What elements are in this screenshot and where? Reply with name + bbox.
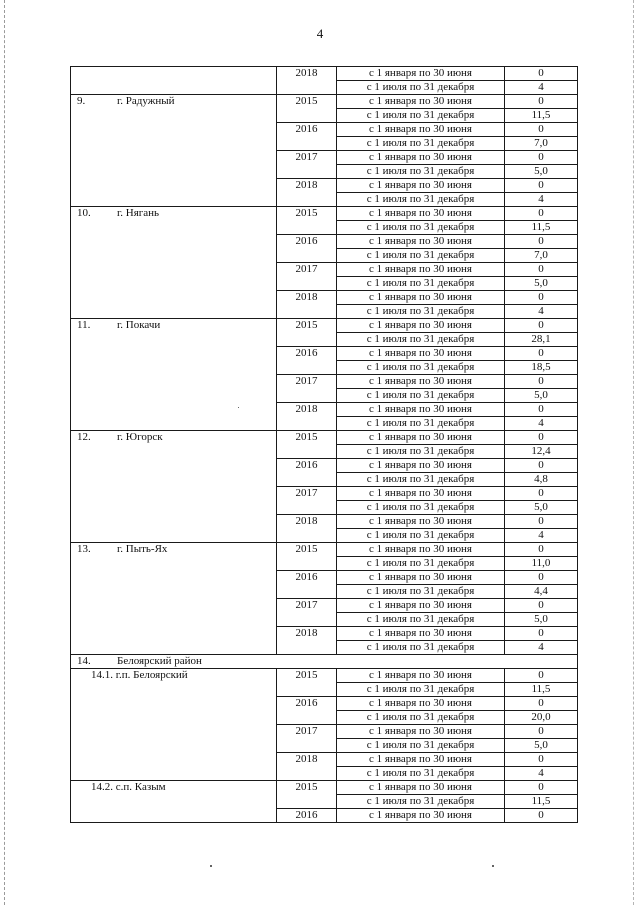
scan-speck — [492, 865, 494, 867]
year-cell: 2017 — [277, 487, 337, 515]
period-cell: с 1 июля по 31 декабря — [337, 557, 505, 571]
value-cell: 0 — [505, 669, 578, 683]
year-cell: 2018 — [277, 67, 337, 95]
value-cell: 7,0 — [505, 137, 578, 151]
period-cell: с 1 июля по 31 декабря — [337, 473, 505, 487]
period-cell: с 1 июля по 31 декабря — [337, 333, 505, 347]
row-number: 14. — [77, 655, 91, 667]
municipality-name: г. Нягань — [117, 207, 160, 219]
year-cell: 2018 — [277, 753, 337, 781]
value-cell: 11,5 — [505, 221, 578, 235]
value-cell: 0 — [505, 487, 578, 501]
year-cell: 2016 — [277, 235, 337, 263]
value-cell: 5,0 — [505, 165, 578, 179]
period-cell: с 1 июля по 31 декабря — [337, 221, 505, 235]
period-cell: с 1 июля по 31 декабря — [337, 361, 505, 375]
period-cell: с 1 июля по 31 декабря — [337, 137, 505, 151]
period-cell: с 1 января по 30 июня — [337, 487, 505, 501]
period-cell: с 1 июля по 31 декабря — [337, 501, 505, 515]
value-cell: 5,0 — [505, 389, 578, 403]
value-cell: 0 — [505, 207, 578, 221]
period-cell: с 1 июля по 31 декабря — [337, 711, 505, 725]
scan-edge-left — [4, 0, 5, 905]
year-cell: 2017 — [277, 725, 337, 753]
value-cell: 0 — [505, 347, 578, 361]
period-cell: с 1 июля по 31 декабря — [337, 417, 505, 431]
period-cell: с 1 июля по 31 декабря — [337, 193, 505, 207]
period-cell: с 1 января по 30 июня — [337, 207, 505, 221]
value-cell: 18,5 — [505, 361, 578, 375]
year-cell: 2015 — [277, 207, 337, 235]
row-number: 10. — [77, 207, 91, 219]
value-cell: 4 — [505, 417, 578, 431]
table-row — [71, 67, 578, 81]
value-cell: 5,0 — [505, 739, 578, 753]
value-cell: 0 — [505, 263, 578, 277]
scan-speck — [210, 865, 212, 867]
value-cell: 5,0 — [505, 613, 578, 627]
municipality-name: г. Югорск — [117, 431, 163, 443]
value-cell: 4 — [505, 529, 578, 543]
period-cell: с 1 июля по 31 декабря — [337, 305, 505, 319]
tariff-table-body — [71, 67, 578, 823]
period-cell: с 1 июля по 31 декабря — [337, 585, 505, 599]
period-cell: с 1 января по 30 июня — [337, 151, 505, 165]
year-cell: 2015 — [277, 543, 337, 571]
value-cell: 28,1 — [505, 333, 578, 347]
row-number: 12. — [77, 431, 91, 443]
period-cell: с 1 января по 30 июня — [337, 697, 505, 711]
period-cell: с 1 января по 30 июня — [337, 543, 505, 557]
value-cell: 0 — [505, 459, 578, 473]
table-row — [71, 669, 578, 683]
period-cell: с 1 июля по 31 декабря — [337, 249, 505, 263]
period-cell: с 1 января по 30 июня — [337, 347, 505, 361]
municipality-cell — [71, 67, 277, 95]
year-cell: 2017 — [277, 375, 337, 403]
value-cell: 0 — [505, 403, 578, 417]
value-cell: 4 — [505, 193, 578, 207]
period-cell: с 1 июля по 31 декабря — [337, 529, 505, 543]
period-cell: с 1 января по 30 июня — [337, 627, 505, 641]
municipality-cell — [71, 431, 277, 543]
value-cell: 0 — [505, 627, 578, 641]
value-cell: 5,0 — [505, 277, 578, 291]
value-cell: 11,5 — [505, 109, 578, 123]
tariff-table — [70, 66, 578, 823]
value-cell: 0 — [505, 375, 578, 389]
period-cell: с 1 января по 30 июня — [337, 123, 505, 137]
period-cell: с 1 июля по 31 декабря — [337, 641, 505, 655]
row-number: 13. — [77, 543, 91, 555]
period-cell: с 1 января по 30 июня — [337, 179, 505, 193]
year-cell: 2018 — [277, 291, 337, 319]
year-cell: 2018 — [277, 515, 337, 543]
value-cell: 0 — [505, 599, 578, 613]
page-number: 4 — [316, 26, 324, 41]
value-cell: 0 — [505, 67, 578, 81]
year-cell: 2015 — [277, 95, 337, 123]
municipality-cell — [71, 207, 277, 319]
table-row — [71, 319, 578, 333]
municipality-name: г. Радужный — [117, 95, 175, 107]
period-cell: с 1 января по 30 июня — [337, 319, 505, 333]
municipality-cell — [71, 95, 277, 207]
year-cell: 2015 — [277, 319, 337, 347]
value-cell: 11,5 — [505, 683, 578, 697]
municipality-name: г. Покачи — [117, 319, 161, 331]
value-cell: 0 — [505, 179, 578, 193]
period-cell: с 1 июля по 31 декабря — [337, 613, 505, 627]
municipality-cell — [71, 669, 277, 781]
period-cell: с 1 января по 30 июня — [337, 375, 505, 389]
period-cell: с 1 января по 30 июня — [337, 235, 505, 249]
value-cell: 4 — [505, 81, 578, 95]
value-cell: 0 — [505, 781, 578, 795]
year-cell: 2015 — [277, 781, 337, 809]
period-cell: с 1 января по 30 июня — [337, 291, 505, 305]
municipality-cell — [71, 543, 277, 655]
period-cell: с 1 января по 30 июня — [337, 753, 505, 767]
scan-edge-right — [633, 0, 634, 905]
value-cell: 0 — [505, 697, 578, 711]
value-cell: 0 — [505, 291, 578, 305]
value-cell: 7,0 — [505, 249, 578, 263]
period-cell: с 1 января по 30 июня — [337, 571, 505, 585]
value-cell: 4,8 — [505, 473, 578, 487]
period-cell: с 1 января по 30 июня — [337, 781, 505, 795]
value-cell: 11,0 — [505, 557, 578, 571]
period-cell: с 1 июля по 31 декабря — [337, 81, 505, 95]
value-cell: 0 — [505, 515, 578, 529]
period-cell: с 1 января по 30 июня — [337, 95, 505, 109]
year-cell: 2016 — [277, 697, 337, 725]
value-cell: 0 — [505, 725, 578, 739]
value-cell: 0 — [505, 753, 578, 767]
value-cell: 20,0 — [505, 711, 578, 725]
value-cell: 5,0 — [505, 501, 578, 515]
year-cell: 2018 — [277, 627, 337, 655]
row-number: 11. — [77, 319, 91, 331]
scan-speck — [238, 407, 239, 408]
table-row — [71, 207, 578, 221]
period-cell: с 1 июля по 31 декабря — [337, 165, 505, 179]
row-number: 9. — [77, 95, 86, 107]
table-row — [71, 543, 578, 557]
value-cell: 0 — [505, 123, 578, 137]
period-cell: с 1 января по 30 июня — [337, 67, 505, 81]
value-cell: 0 — [505, 431, 578, 445]
period-cell: с 1 января по 30 июня — [337, 599, 505, 613]
period-cell: с 1 января по 30 июня — [337, 515, 505, 529]
year-cell: 2015 — [277, 431, 337, 459]
value-cell: 11,5 — [505, 795, 578, 809]
value-cell: 0 — [505, 235, 578, 249]
year-cell: 2018 — [277, 403, 337, 431]
period-cell: с 1 июля по 31 декабря — [337, 795, 505, 809]
value-cell: 4 — [505, 305, 578, 319]
year-cell: 2016 — [277, 347, 337, 375]
section-header-cell — [71, 655, 578, 669]
period-cell: с 1 июля по 31 декабря — [337, 739, 505, 753]
year-cell: 2015 — [277, 669, 337, 697]
value-cell: 0 — [505, 809, 578, 823]
year-cell: 2016 — [277, 571, 337, 599]
settlement-name: 14.1. г.п. Белоярский — [91, 669, 188, 681]
municipality-name: г. Пыть-Ях — [117, 543, 168, 555]
year-cell: 2018 — [277, 179, 337, 207]
period-cell: с 1 января по 30 июня — [337, 403, 505, 417]
municipality-cell — [71, 319, 277, 431]
municipality-name: Белоярский район — [117, 655, 202, 667]
period-cell: с 1 июля по 31 декабря — [337, 445, 505, 459]
period-cell: с 1 июля по 31 декабря — [337, 767, 505, 781]
value-cell: 0 — [505, 95, 578, 109]
year-cell: 2017 — [277, 599, 337, 627]
period-cell: с 1 января по 30 июня — [337, 809, 505, 823]
value-cell: 0 — [505, 571, 578, 585]
table-row — [71, 781, 578, 795]
period-cell: с 1 июля по 31 декабря — [337, 389, 505, 403]
period-cell: с 1 января по 30 июня — [337, 263, 505, 277]
value-cell: 0 — [505, 319, 578, 333]
municipality-cell — [71, 781, 277, 823]
value-cell: 4 — [505, 767, 578, 781]
year-cell: 2016 — [277, 123, 337, 151]
value-cell: 4,4 — [505, 585, 578, 599]
year-cell: 2016 — [277, 459, 337, 487]
period-cell: с 1 января по 30 июня — [337, 431, 505, 445]
year-cell: 2017 — [277, 151, 337, 179]
table-row — [71, 431, 578, 445]
value-cell: 4 — [505, 641, 578, 655]
period-cell: с 1 июля по 31 декабря — [337, 277, 505, 291]
value-cell: 12,4 — [505, 445, 578, 459]
period-cell: с 1 января по 30 июня — [337, 459, 505, 473]
year-cell: 2017 — [277, 263, 337, 291]
settlement-name: 14.2. с.п. Казым — [91, 781, 166, 793]
year-cell: 2016 — [277, 809, 337, 823]
period-cell: с 1 июля по 31 декабря — [337, 683, 505, 697]
table-row — [71, 95, 578, 109]
period-cell: с 1 июля по 31 декабря — [337, 109, 505, 123]
value-cell: 0 — [505, 151, 578, 165]
section-header-row — [71, 655, 578, 669]
period-cell: с 1 января по 30 июня — [337, 725, 505, 739]
value-cell: 0 — [505, 543, 578, 557]
period-cell: с 1 января по 30 июня — [337, 669, 505, 683]
